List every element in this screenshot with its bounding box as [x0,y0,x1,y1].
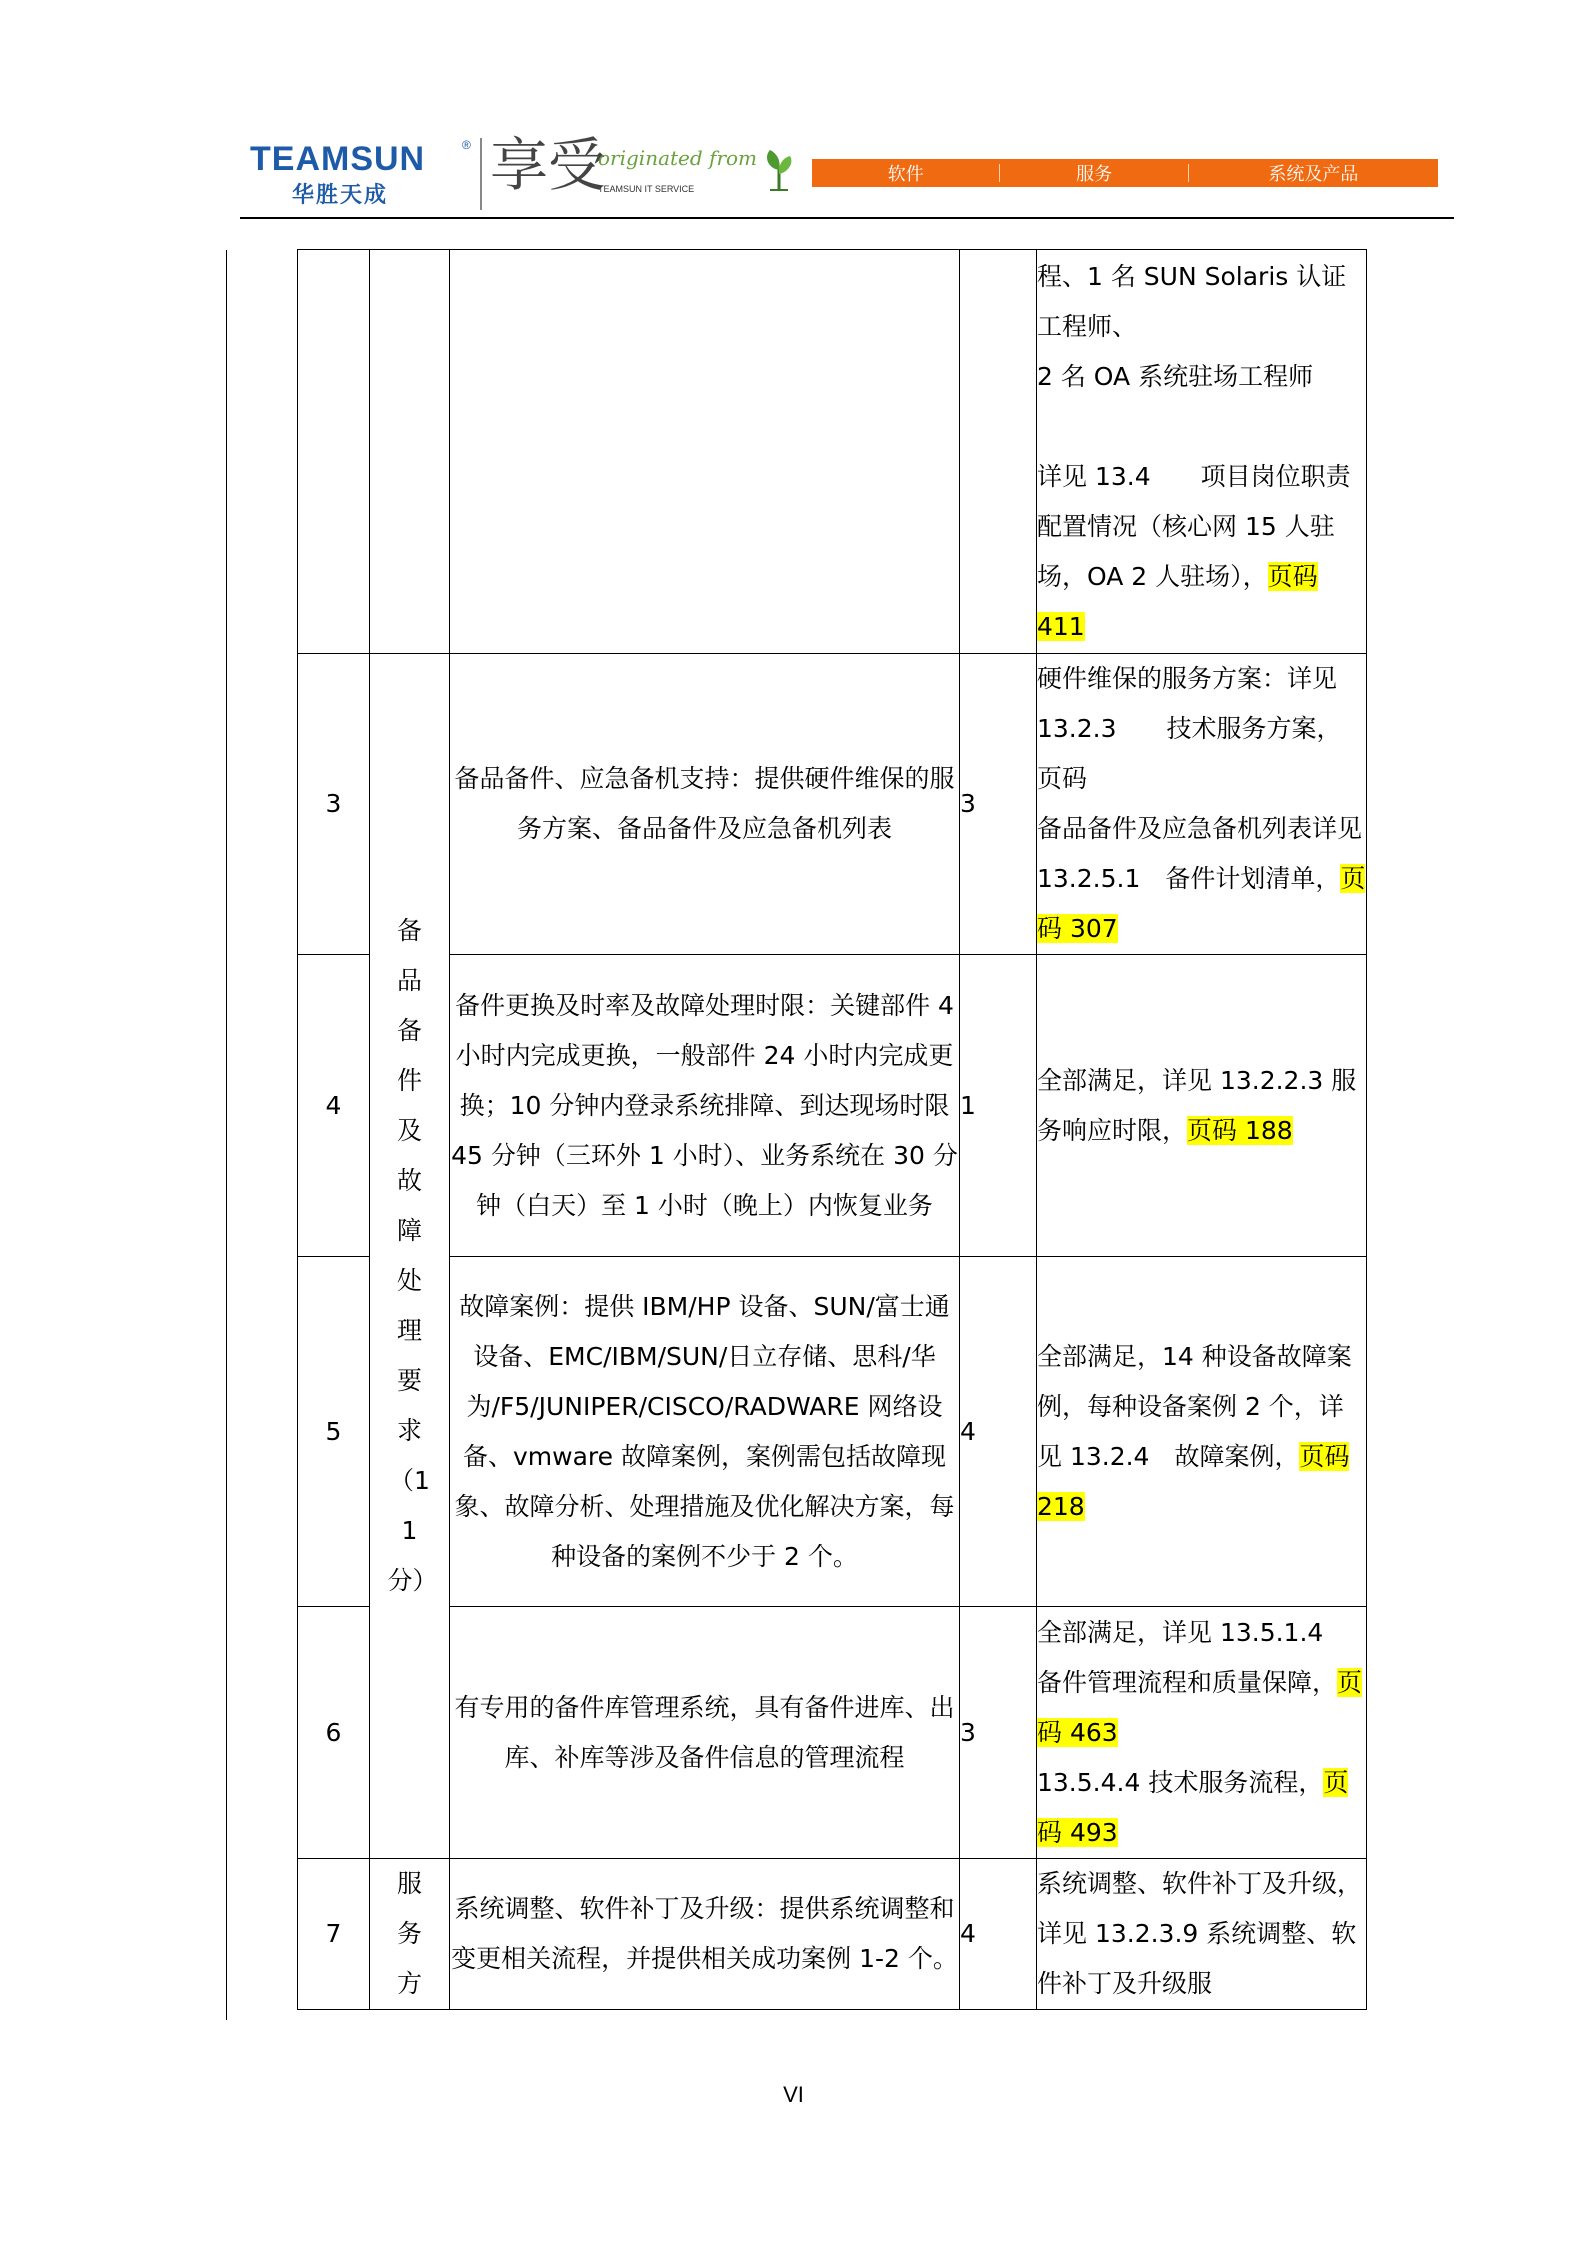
nav-item-software[interactable]: 软件 [887,164,924,185]
logo-divider [480,138,482,210]
table-row [298,654,1367,955]
teamsun-logo: TEAMSUN [250,140,426,178]
table-row [298,1257,1367,1607]
category-cell [370,250,450,654]
response-text: 备品备件及应急备机列表详见 13.2.5.1 备件计划清单， [1037,814,1363,893]
response-text: 2 名 OA 系统驻场工程师 [1037,361,1314,391]
page-header [0,0,1587,230]
table-row [298,955,1367,1257]
response-text: 详见 13.4 项目岗位职责配置情况（核心网 15 人驻场，OA 2 人驻场）， [1037,461,1351,591]
response-text: 全部满足，详见 13.2.2.3 服务响应时限， [1037,1065,1357,1145]
row-number: 7 [298,1859,370,2010]
response-text: 程、1 名 SUN Solaris 认证工程师、 [1037,261,1347,341]
xiangshou-calligraphy: 享受 [490,131,607,199]
row-number: 4 [298,955,370,1257]
row-number: 6 [298,1607,370,1859]
requirement-description [450,250,960,654]
score-cell: 4 [960,1859,1037,2010]
score-cell [960,250,1037,654]
requirement-description: 有专用的备件库管理系统，具有备件进库、出库、补库等涉及备件信息的管理流程 [450,1607,960,1859]
leaf-icon [762,146,796,192]
response-cell [1037,1859,1367,2010]
response-text: 全部满足，14 种设备故障案例，每种设备案例 2 个，详见 13.2.4 故障案例， [1037,1341,1352,1471]
left-margin-rule [226,250,227,2020]
score-cell: 4 [960,1257,1037,1607]
requirement-description: 备品备件、应急备机支持：提供硬件维保的服务方案、备品备件及应急备机列表 [450,654,960,955]
row-number: 3 [298,654,370,955]
page-ref-highlight: 页码 463 [1037,1667,1363,1747]
category-label: 服务方 [396,1869,422,1998]
header-rule [240,217,1454,219]
page-ref-highlight: 页码 493 [1037,1767,1349,1847]
response-text: 全部满足，详见 13.5.1.4 备件管理流程和质量保障， [1037,1617,1349,1697]
page-ref-highlight: 页码 411 [1037,561,1318,641]
header-nav-bar [812,159,1438,187]
nav-item-service[interactable]: 服务 [1076,164,1113,185]
response-text: 13.5.4.4 技术服务流程， [1037,1767,1324,1797]
response-text: 硬件维保的服务方案：详见 13.2.3 技术服务方案，页码 [1037,664,1342,793]
row-number: 5 [298,1257,370,1607]
table-row [298,250,1367,654]
nav-item-systems-products[interactable]: 系统及产品 [1268,164,1359,185]
page-ref-highlight: 页码 218 [1037,1441,1350,1521]
originated-from-slogan: originated from [598,146,758,170]
table-row [298,1607,1367,1859]
page-ref-highlight: 页码 188 [1187,1115,1293,1145]
page-number: VI [783,2082,804,2107]
requirement-description: 系统调整、软件补丁及升级：提供系统调整和变更相关流程，并提供相关成功案例 1-2 个。 [450,1859,960,2010]
category-cell [370,1859,450,2010]
row-number [298,250,370,654]
category-cell [370,654,450,1859]
response-cell [1037,1607,1367,1859]
table-row [298,1859,1367,2010]
response-cell [1037,955,1367,1257]
registered-mark: ® [462,138,471,152]
score-cell: 3 [960,1607,1037,1859]
score-cell: 1 [960,955,1037,1257]
score-cell: 3 [960,654,1037,955]
category-label: 备品备件及故障处理要求（11分） [387,916,438,1595]
response-cell [1037,654,1367,955]
response-cell [1037,1257,1367,1607]
requirement-description: 故障案例：提供 IBM/HP 设备、SUN/富士通设备、EMC/IBM/SUN/日立存储、思科/华为/F5/JUNIPER/CISCO/RADWARE 网络设备、vmware 故障案例，案例需包括故障现象、故障分析、处理措施及优化解决方案，每种设备的案例不少于 2 个。 [450,1257,960,1607]
response-cell [1037,250,1367,654]
response-text: 系统调整、软件补丁及升级，详见 13.2.3.9 系统调整、软件补丁及升级服 [1037,1869,1363,1998]
requirements-table [297,249,1367,2010]
requirement-description: 备件更换及时率及故障处理时限：关键部件 4 小时内完成更换，一般部件 24 小时内完成更换；10 分钟内登录系统排障、到达现场时限 45 分钟（三环外 1 小时）、业务系统在 30 分钟（白天）至 1 小时（晚上）内恢复业务 [450,955,960,1257]
originated-from-subtitle: TEAMSUN IT SERVICE [598,184,695,194]
teamsun-logo-cn: 华胜天成 [292,183,389,208]
page-ref-highlight: 页码 307 [1037,864,1366,943]
